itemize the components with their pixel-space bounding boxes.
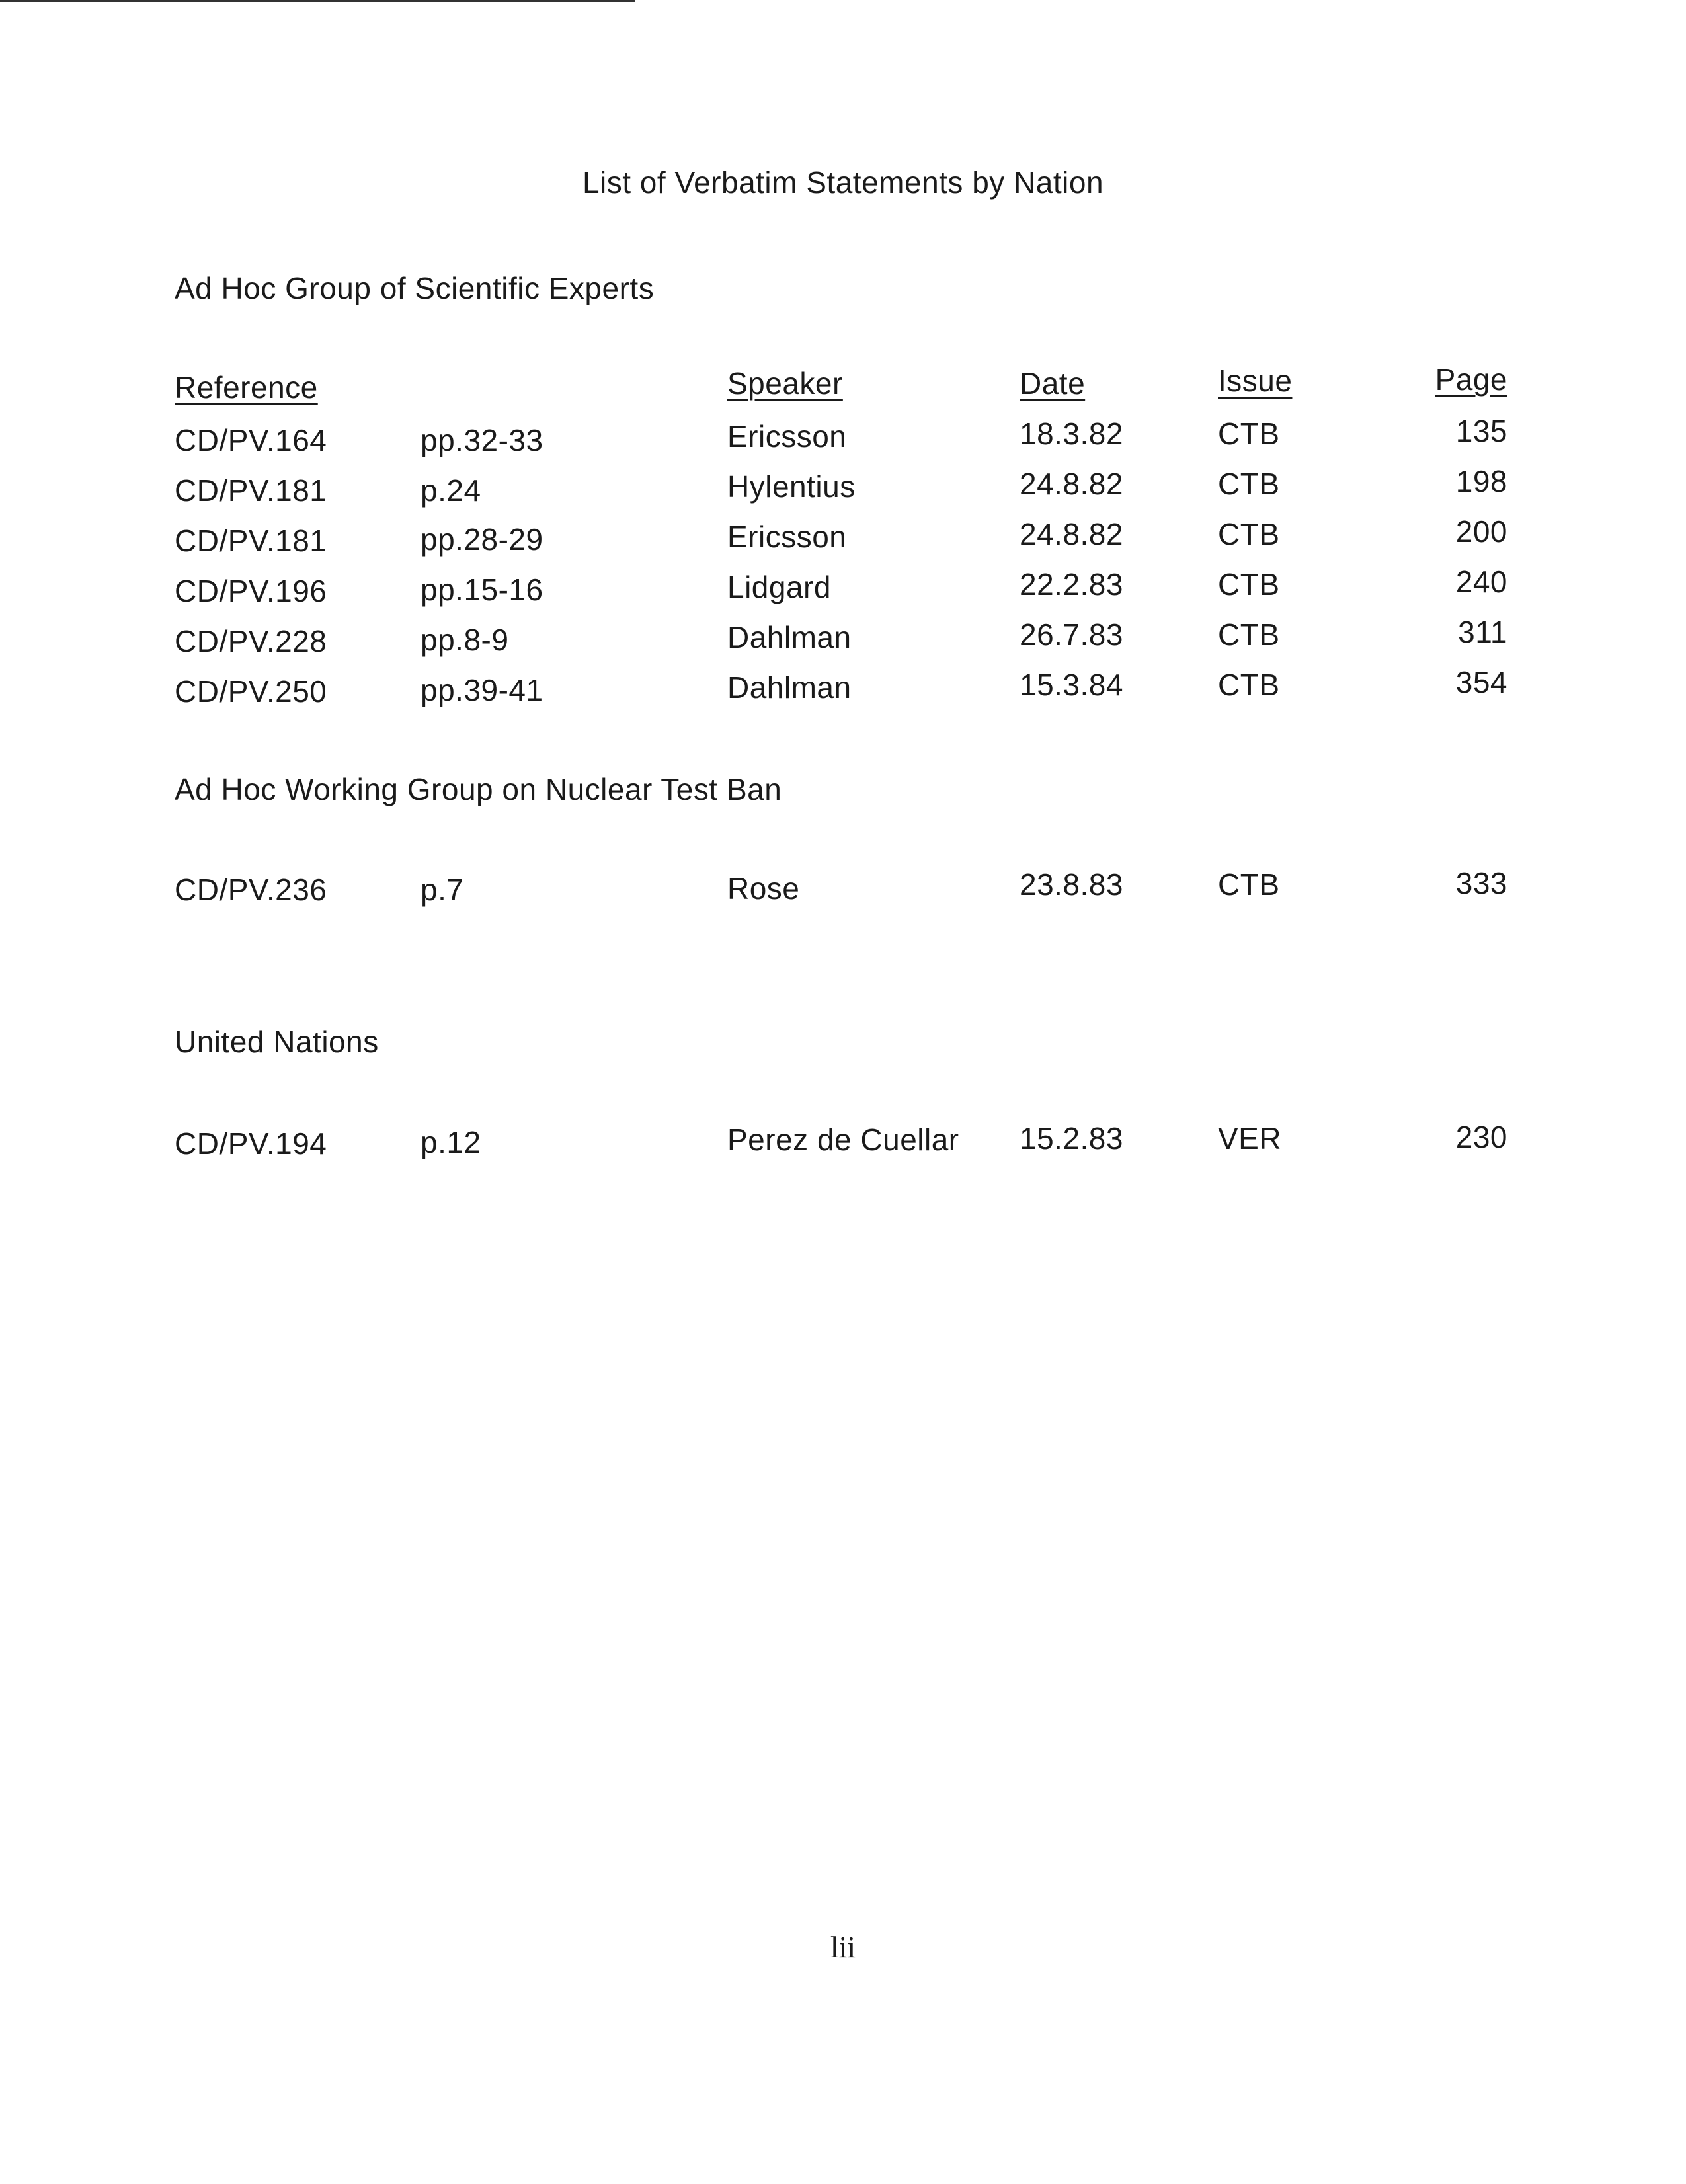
row-page: 198	[1455, 464, 1507, 498]
row-reference: CD/PV.181	[175, 524, 327, 558]
row-speaker: Perez de Cuellar	[727, 1122, 959, 1157]
row-date: 26.7.83	[1020, 617, 1123, 652]
row-speaker: Lidgard	[727, 570, 831, 604]
column-header-date: Date	[1020, 366, 1086, 401]
row-date: 15.2.83	[1020, 1121, 1123, 1155]
row-page: 240	[1455, 565, 1507, 599]
row-pages: p.12	[421, 1125, 481, 1159]
row-speaker: Ericsson	[727, 520, 847, 554]
row-pages: pp.15-16	[421, 572, 543, 607]
row-page: 135	[1455, 414, 1507, 448]
row-issue: VER	[1218, 1121, 1282, 1155]
row-speaker: Rose	[727, 871, 800, 906]
row-pages: pp.8-9	[421, 623, 509, 657]
row-pages: pp.39-41	[421, 673, 543, 707]
row-page: 354	[1455, 665, 1507, 699]
row-date: 22.2.83	[1020, 567, 1123, 602]
row-pages: p.7	[421, 873, 464, 907]
row-reference: CD/PV.164	[175, 423, 327, 457]
row-issue: CTB	[1218, 416, 1280, 451]
column-header-speaker: Speaker	[727, 366, 843, 401]
column-header-page: Page	[1435, 362, 1507, 397]
row-page: 230	[1455, 1120, 1507, 1154]
row-issue: CTB	[1218, 467, 1280, 501]
row-speaker: Dahlman	[727, 620, 852, 654]
row-reference: CD/PV.250	[175, 674, 327, 709]
row-reference: CD/PV.181	[175, 473, 327, 508]
section-heading: Ad Hoc Group of Scientific Experts	[175, 271, 655, 305]
row-issue: CTB	[1218, 617, 1280, 652]
row-date: 15.3.84	[1020, 668, 1123, 702]
row-issue: CTB	[1218, 867, 1280, 902]
row-issue: CTB	[1218, 567, 1280, 602]
page-title: List of Verbatim Statements by Nation	[582, 165, 1104, 200]
top-rule	[0, 0, 635, 2]
row-page: 333	[1455, 866, 1507, 900]
row-pages: pp.28-29	[421, 522, 543, 557]
row-issue: CTB	[1218, 517, 1280, 551]
row-speaker: Ericsson	[727, 419, 847, 453]
column-header-issue: Issue	[1218, 364, 1293, 398]
row-pages: p.24	[421, 473, 481, 508]
row-page: 200	[1455, 514, 1507, 549]
row-reference: CD/PV.194	[175, 1126, 327, 1161]
row-date: 23.8.83	[1020, 867, 1123, 902]
section-heading: United Nations	[175, 1025, 379, 1059]
page-number: lii	[830, 1930, 856, 1964]
row-pages: pp.32-33	[421, 423, 543, 457]
row-speaker: Hylentius	[727, 469, 856, 504]
row-reference: CD/PV.236	[175, 873, 327, 907]
column-header-reference: Reference	[175, 370, 318, 405]
row-issue: CTB	[1218, 668, 1280, 702]
row-date: 24.8.82	[1020, 517, 1123, 551]
row-speaker: Dahlman	[727, 670, 852, 705]
section-heading: Ad Hoc Working Group on Nuclear Test Ban	[175, 772, 782, 806]
row-reference: CD/PV.228	[175, 624, 327, 658]
row-reference: CD/PV.196	[175, 574, 327, 608]
row-date: 18.3.82	[1020, 416, 1123, 451]
row-page: 311	[1458, 615, 1507, 649]
row-date: 24.8.82	[1020, 467, 1123, 501]
